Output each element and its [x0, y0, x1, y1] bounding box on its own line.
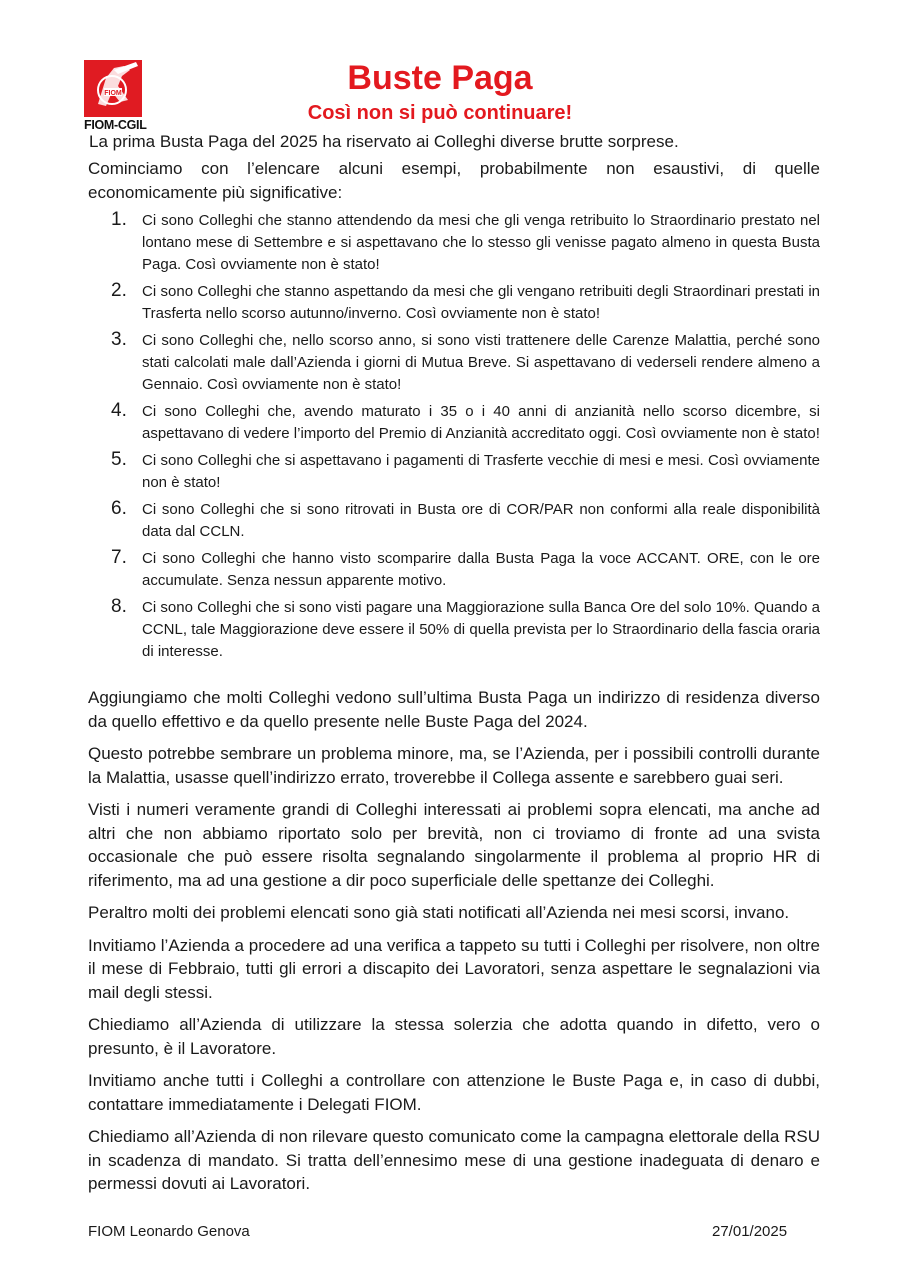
list-item-text: Ci sono Colleghi che, nello scorso anno, si sono visti trattenere delle Carenze Malattia, perché sono stati calcolati male dall’Azienda i giorni di Mutua Breve. Si aspettavano di vederseli rendere almeno a Gennaio. Così ovviamente non è stato! — [142, 332, 820, 393]
document-date: 27/01/2025 — [712, 1223, 788, 1240]
list-item — [108, 401, 820, 445]
fiom-cgil-logo — [84, 60, 146, 132]
list-item — [108, 281, 820, 325]
list-item-text: Ci sono Colleghi che si sono visti pagare una Maggiorazione sulla Banca Ore del solo 10%. Quando a CCNL, tale Maggiorazione deve essere il 50% di quella prevista per lo Straordinario della fascia oraria di interesse. — [142, 599, 820, 660]
paragraph: Chiediamo all’Azienda di non rilevare questo comunicato come la campagna elettorale della RSU in scadenza di mandato. Si tratta dell’ennesimo mese di una gestione inadeguata di denaro e permessi dovuti ai Lavoratori. — [88, 1127, 820, 1193]
list-item-number: 5. — [111, 449, 127, 470]
intro-paragraph: Cominciamo con l’elencare alcuni esempi, probabilmente non esaustivi, di quelle economicamente più significative: — [88, 159, 820, 202]
issues-list — [108, 210, 820, 668]
list-item — [108, 210, 820, 276]
list-item-text: Ci sono Colleghi che stanno aspettando da mesi che gli vengano retribuiti degli Straordinari prestati in Trasferta nello scorso autunno/inverno. Così ovviamente non è stato! — [142, 283, 820, 322]
list-item-number: 3. — [111, 329, 127, 350]
list-item-number: 2. — [111, 280, 127, 301]
list-item — [108, 597, 820, 663]
paragraph: Aggiungiamo che molti Colleghi vedono sull’ultima Busta Paga un indirizzo di residenza diverso da quello effettivo e da quello presente nelle Buste Paga del 2024. — [88, 688, 820, 731]
page-subtitle: Così non si può continuare! — [307, 102, 573, 124]
list-item-number: 8. — [111, 596, 127, 617]
list-item — [108, 330, 820, 396]
logo-emblem — [84, 60, 142, 117]
list-item-text: Ci sono Colleghi che si sono ritrovati in Busta ore di COR/PAR non conformi alla reale disponibilità data dal CCLN. — [142, 501, 820, 540]
list-item-number: 6. — [111, 498, 127, 519]
list-item — [108, 450, 820, 494]
logo-figure-icon — [84, 60, 142, 117]
signature: FIOM Leonardo Genova — [88, 1223, 250, 1240]
list-item-number: 1. — [111, 209, 127, 230]
paragraph: Chiediamo all’Azienda di utilizzare la stessa solerzia che adotta quando in difetto, vero o presunto, è il Lavoratore. — [88, 1015, 820, 1058]
paragraph: Peraltro molti dei problemi elencati sono già stati notificati all’Azienda nei mesi scorsi, invano. — [88, 903, 790, 922]
logo-label: FIOM-CGIL — [84, 118, 147, 132]
list-item-text: Ci sono Colleghi che si aspettavano i pagamenti di Trasferte vecchie di mesi e mesi. Così ovviamente non è stato! — [142, 452, 820, 491]
list-item-number: 7. — [111, 547, 127, 568]
list-item — [108, 548, 820, 592]
page-title: Buste Paga — [347, 59, 533, 97]
paragraph: Visti i numeri veramente grandi di Colleghi interessati ai problemi sopra elencati, ma anche ad altri che non abbiamo riportato solo per brevità, non ci troviamo di fronte ad una svista occasionale che può essere risolta segnalando singolarmente il problema al proprio HR di riferimento, ma ad una gestione a dir poco superficiale delle spettanze dei Colleghi. — [88, 800, 820, 890]
list-item-number: 4. — [111, 400, 127, 421]
list-item-text: Ci sono Colleghi che hanno visto scomparire dalla Busta Paga la voce ACCANT. ORE, con le ore accumulate. Senza nessun apparente motivo. — [142, 550, 820, 589]
list-item-text: Ci sono Colleghi che stanno attendendo da mesi che gli venga retribuito lo Straordinario prestato nel lontano mese di Settembre e si aspettavano che lo stesso gli venisse pagato almeno in questa Busta Paga. Così ovviamente non è stato! — [142, 212, 820, 273]
body-paragraphs — [88, 686, 820, 1205]
paragraph: Invitiamo l’Azienda a procedere ad una verifica a tappeto su tutti i Colleghi per risolvere, non oltre il mese di Febbraio, tutti gli errori a discapito dei Lavoratori, senza aspettare le segnalazioni via mail degli stessi. — [88, 935, 820, 1002]
list-item-text: Ci sono Colleghi che, avendo maturato i 35 o i 40 anni di anzianità nello scorso dicembre, si aspettavano di vedere l’importo del Premio di Anzianità accreditato oggi. Così ovviamente non è stato! — [142, 403, 820, 442]
intro-line: La prima Busta Paga del 2025 ha riservato ai Colleghi diverse brutte sorprese. — [89, 132, 679, 151]
paragraph: Questo potrebbe sembrare un problema minore, ma, se l’Azienda, per i possibili controlli durante la Malattia, usasse quell’indirizzo errato, troverebbe il Collega assente e sarebbero guai seri. — [88, 744, 820, 787]
list-item — [108, 499, 820, 543]
logo-inner-text: FIOM — [104, 90, 122, 97]
paragraph: Invitiamo anche tutti i Colleghi a controllare con attenzione le Buste Paga e, in caso di dubbi, contattare immediatamente i Delegati FIOM. — [88, 1071, 820, 1114]
